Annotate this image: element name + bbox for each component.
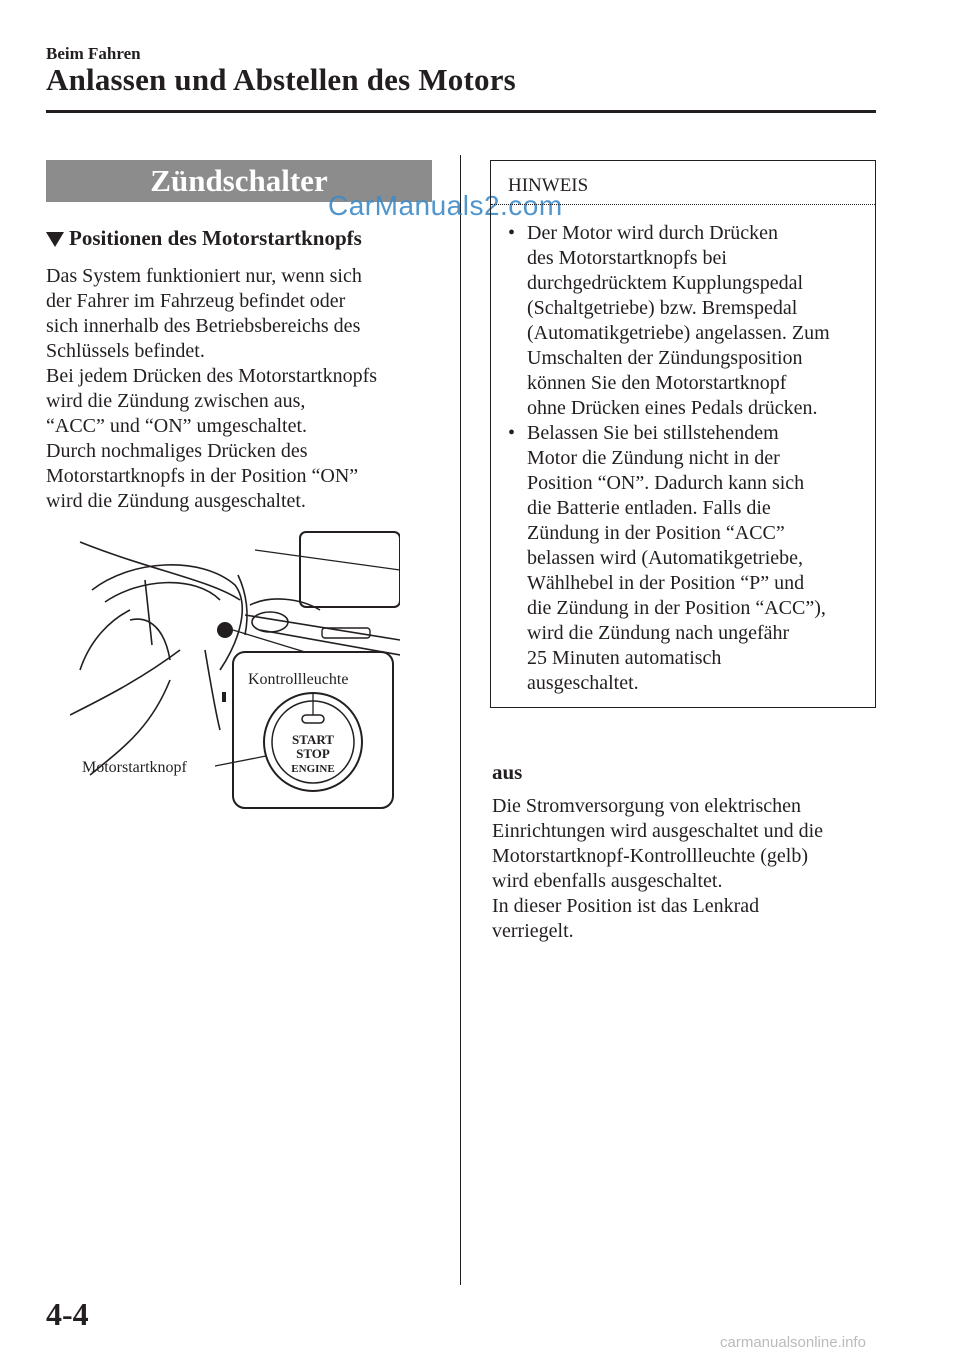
text-line: Das System funktioniert nur, wenn sich — [46, 265, 362, 287]
header-rule — [46, 110, 876, 113]
text-line: verriegelt. — [492, 920, 574, 942]
note-divider — [491, 204, 875, 205]
text-line: die Zündung in der Position “ACC”), — [527, 597, 826, 619]
text-line: Position “ON”. Dadurch kann sich — [527, 472, 805, 494]
text-line: Motorstartknopf-Kontrollleuchte (gelb) — [492, 845, 809, 867]
bullet-icon: • — [508, 422, 516, 444]
text-line: Motorstartknopfs in der Position “ON” — [46, 465, 359, 487]
text-line: können Sie den Motorstartknopf — [527, 372, 787, 394]
text-line: ausgeschaltet. — [527, 672, 639, 694]
triangle-down-icon — [46, 232, 64, 247]
text-line: Umschalten der Zündungsposition — [527, 347, 803, 369]
air-vent — [322, 628, 370, 638]
aus-paragraph — [492, 794, 882, 944]
text-line: wird die Zündung zwischen aus, — [46, 390, 306, 412]
text-line: Zündung in der Position “ACC” — [527, 522, 785, 544]
text-line: des Motorstartknopfs bei — [527, 247, 727, 269]
intro-paragraph — [46, 264, 436, 514]
page-number: 4-4 — [46, 1296, 89, 1332]
footer-logo: carmanualsonline.info — [720, 1334, 866, 1351]
text-line: Wählhebel in der Position “P” und — [527, 572, 805, 594]
text-line: wird die Zündung nach ungefähr — [527, 622, 790, 644]
column-divider — [460, 155, 461, 1285]
display-screen — [300, 532, 400, 607]
section-banner: Zündschalter — [46, 160, 432, 202]
text-line: (Automatikgetriebe) angelassen. Zum — [527, 322, 830, 344]
button-text-engine: ENGINE — [291, 763, 335, 775]
label-indicator: Kontrollleuchte — [248, 671, 349, 688]
text-line: durchgedrücktem Kupplungspedal — [527, 272, 804, 294]
label-start-button: Motorstartknopf — [82, 759, 187, 776]
text-line: Bei jedem Drücken des Motorstartknopfs — [46, 365, 378, 387]
text-line: Belassen Sie bei stillstehendem — [527, 422, 779, 444]
start-button-small — [217, 622, 233, 638]
text-line: die Batterie entladen. Falls die — [527, 497, 771, 519]
sub-heading — [46, 226, 362, 251]
dashboard-illustration — [70, 530, 400, 820]
text-line: sich innerhalb des Betriebsbereichs des — [46, 315, 361, 337]
text-line: Einrichtungen wird ausgeschaltet und die — [492, 820, 824, 842]
watermark: CarManuals2.com — [328, 190, 563, 221]
text-line: Der Motor wird durch Drücken — [527, 222, 779, 244]
text-line: Die Stromversorgung von elektrischen — [492, 795, 802, 817]
note-item — [503, 221, 869, 421]
note-title: HINWEIS — [508, 175, 589, 196]
text-line: wird die Zündung ausgeschaltet. — [46, 490, 306, 512]
text-line: wird ebenfalls ausgeschaltet. — [492, 870, 723, 892]
indicator-lamp — [302, 715, 324, 723]
bullet-icon: • — [508, 222, 516, 244]
text-line: ohne Drücken eines Pedals drücken. — [527, 397, 818, 419]
button-text-start: START — [292, 732, 334, 747]
text-line: der Fahrer im Fahrzeug befindet oder — [46, 290, 346, 312]
callout-line — [233, 630, 305, 652]
small-mark — [222, 692, 226, 702]
sub-heading-text: Positionen des Motorstartknopfs — [69, 226, 362, 250]
text-line: Schlüssels befindet. — [46, 340, 205, 362]
aus-heading: aus — [492, 760, 523, 784]
note-list — [503, 221, 869, 696]
chapter-title: Anlassen und Abstellen des Motors — [46, 62, 516, 97]
button-text-stop: STOP — [296, 746, 330, 761]
text-line: belassen wird (Automatikgetriebe, — [527, 547, 804, 569]
text-line: Motor die Zündung nicht in der — [527, 447, 780, 469]
note-item — [503, 421, 869, 696]
text-line: “ACC” und “ON” umgeschaltet. — [46, 415, 308, 437]
text-line: In dieser Position ist das Lenkrad — [492, 895, 760, 917]
breadcrumb: Beim Fahren — [46, 44, 141, 63]
text-line: Durch nochmaliges Drücken des — [46, 440, 308, 462]
text-line: (Schaltgetriebe) bzw. Bremspedal — [527, 297, 798, 319]
note-box — [490, 160, 876, 708]
text-line: 25 Minuten automatisch — [527, 647, 722, 669]
